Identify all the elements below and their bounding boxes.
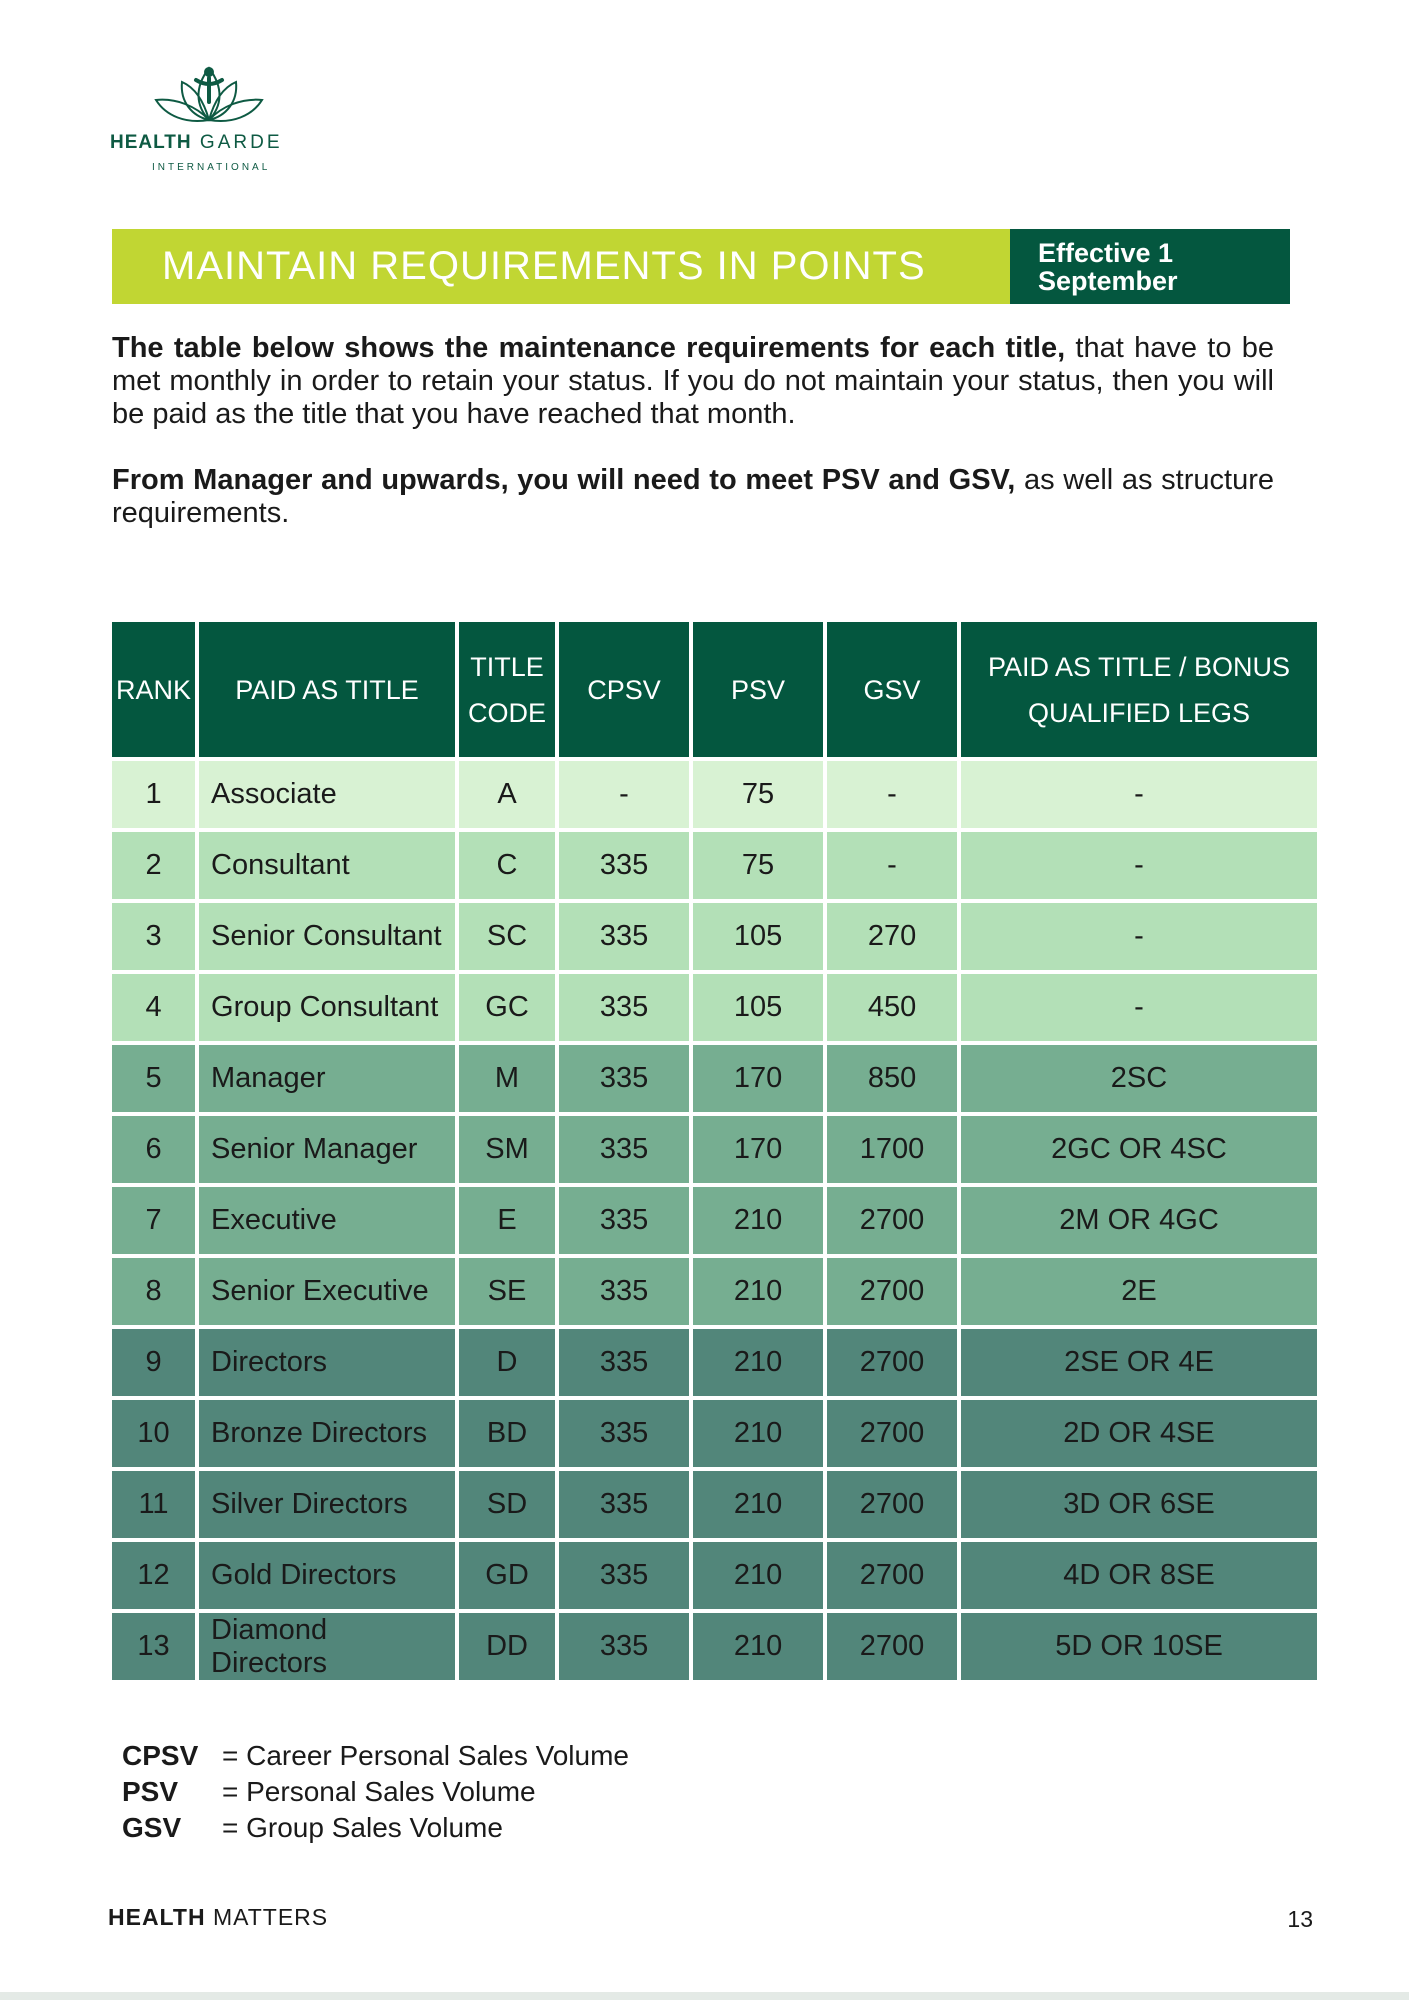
bottom-divider [0, 1992, 1409, 2000]
cell-legs: 2M OR 4GC [961, 1187, 1317, 1254]
brand-name: HEALTH GARDE [110, 132, 283, 153]
brand-subtitle: INTERNATIONAL [152, 162, 271, 173]
cell-legs: 2E [961, 1258, 1317, 1325]
header-gsv: GSV [827, 622, 957, 757]
effective-line-1: Effective 1 [1038, 237, 1174, 268]
cell-gsv: 2700 [827, 1542, 957, 1609]
table-row [112, 1116, 1317, 1183]
cell-rank: 12 [112, 1542, 195, 1609]
cell-cpsv: 335 [559, 832, 689, 899]
cell-cpsv: 335 [559, 1613, 689, 1680]
cell-code: E [459, 1187, 555, 1254]
cell-legs: 2D OR 4SE [961, 1400, 1317, 1467]
cell-code: SD [459, 1471, 555, 1538]
cell-code: M [459, 1045, 555, 1112]
cell-title: Directors [199, 1329, 455, 1396]
cell-psv: 75 [693, 832, 823, 899]
cell-gsv: 2700 [827, 1187, 957, 1254]
cell-code: SE [459, 1258, 555, 1325]
cell-gsv: 2700 [827, 1329, 957, 1396]
intro-text [112, 332, 1274, 530]
cell-code: BD [459, 1400, 555, 1467]
cell-cpsv: 335 [559, 1471, 689, 1538]
cell-rank: 8 [112, 1258, 195, 1325]
cell-legs: 4D OR 8SE [961, 1542, 1317, 1609]
cell-title: Diamond Directors [199, 1613, 455, 1680]
cell-gsv: 2700 [827, 1613, 957, 1680]
cell-title: Associate [199, 761, 455, 828]
cell-code: GC [459, 974, 555, 1041]
header-cpsv: CPSV [559, 622, 689, 757]
cell-code: C [459, 832, 555, 899]
cell-gsv: 2700 [827, 1471, 957, 1538]
cell-gsv: 450 [827, 974, 957, 1041]
cell-psv: 210 [693, 1329, 823, 1396]
cell-rank: 11 [112, 1471, 195, 1538]
footer-tagline: HEALTH MATTERS [108, 1904, 329, 1930]
cell-cpsv: 335 [559, 1045, 689, 1112]
cell-cpsv: - [559, 761, 689, 828]
cell-rank: 1 [112, 761, 195, 828]
intro-paragraph-2: From Manager and upwards, you will need to meet PSV and GSV, as well as structure requirements. [112, 464, 1274, 529]
cell-cpsv: 335 [559, 1329, 689, 1396]
cell-psv: 210 [693, 1471, 823, 1538]
cell-gsv: 1700 [827, 1116, 957, 1183]
cell-rank: 5 [112, 1045, 195, 1112]
table-row [112, 1613, 1317, 1680]
cell-psv: 210 [693, 1542, 823, 1609]
table-row [112, 1045, 1317, 1112]
requirements-table [108, 618, 1321, 1684]
page-banner [112, 229, 1290, 304]
legend-item: PSV = Personal Sales Volume [122, 1776, 536, 1807]
table-row [112, 903, 1317, 970]
legend-item: CPSV = Career Personal Sales Volume [122, 1740, 629, 1771]
cell-psv: 170 [693, 1045, 823, 1112]
cell-rank: 6 [112, 1116, 195, 1183]
cell-legs: - [961, 903, 1317, 970]
cell-cpsv: 335 [559, 1258, 689, 1325]
cell-title: Gold Directors [199, 1542, 455, 1609]
table-row [112, 761, 1317, 828]
page-number: 13 [1287, 1906, 1313, 1932]
cell-title: Consultant [199, 832, 455, 899]
header-rank: RANK [112, 622, 195, 757]
cell-gsv: - [827, 832, 957, 899]
cell-psv: 105 [693, 903, 823, 970]
cell-code: GD [459, 1542, 555, 1609]
table-row [112, 832, 1317, 899]
cell-cpsv: 335 [559, 1116, 689, 1183]
cell-legs: - [961, 974, 1317, 1041]
header-paid-as-title: PAID AS TITLE [199, 622, 455, 757]
page-title: MAINTAIN REQUIREMENTS IN POINTS [112, 229, 1010, 304]
table-row [112, 1400, 1317, 1467]
cell-title: Manager [199, 1045, 455, 1112]
cell-psv: 105 [693, 974, 823, 1041]
table-header-row [112, 622, 1317, 757]
cell-rank: 7 [112, 1187, 195, 1254]
cell-psv: 210 [693, 1613, 823, 1680]
cell-code: SM [459, 1116, 555, 1183]
cell-code: SC [459, 903, 555, 970]
cell-rank: 4 [112, 974, 195, 1041]
cell-psv: 170 [693, 1116, 823, 1183]
cell-rank: 3 [112, 903, 195, 970]
cell-legs: 5D OR 10SE [961, 1613, 1317, 1680]
cell-gsv: 850 [827, 1045, 957, 1112]
table-row [112, 1329, 1317, 1396]
cell-rank: 10 [112, 1400, 195, 1467]
cell-rank: 2 [112, 832, 195, 899]
cell-gsv: 2700 [827, 1400, 957, 1467]
cell-title: Group Consultant [199, 974, 455, 1041]
cell-gsv: 2700 [827, 1258, 957, 1325]
header-bonus-legs: PAID AS TITLE / BONUS QUALIFIED LEGS [961, 622, 1317, 757]
cell-cpsv: 335 [559, 1187, 689, 1254]
table-row [112, 1471, 1317, 1538]
table-row [112, 1542, 1317, 1609]
cell-psv: 210 [693, 1187, 823, 1254]
cell-psv: 210 [693, 1258, 823, 1325]
cell-cpsv: 335 [559, 1542, 689, 1609]
cell-title: Senior Consultant [199, 903, 455, 970]
intro-paragraph-1: The table below shows the maintenance requirements for each title, that have to be met monthly in order to retain your status. If you do not maintain your status, then you will be paid as the title that you have reached that month. [112, 332, 1274, 430]
cell-gsv: - [827, 761, 957, 828]
header-psv: PSV [693, 622, 823, 757]
cell-cpsv: 335 [559, 1400, 689, 1467]
cell-title: Executive [199, 1187, 455, 1254]
cell-title: Silver Directors [199, 1471, 455, 1538]
cell-psv: 210 [693, 1400, 823, 1467]
effective-date-badge [1010, 229, 1290, 304]
cell-gsv: 270 [827, 903, 957, 970]
table-row [112, 974, 1317, 1041]
cell-code: A [459, 761, 555, 828]
header-title-code: TITLE CODE [459, 622, 555, 757]
table-row [112, 1258, 1317, 1325]
cell-psv: 75 [693, 761, 823, 828]
table-row [112, 1187, 1317, 1254]
cell-legs: - [961, 832, 1317, 899]
abbreviation-legend [122, 1738, 629, 1846]
legend-item: GSV = Group Sales Volume [122, 1812, 503, 1843]
cell-legs: 2SE OR 4E [961, 1329, 1317, 1396]
cell-legs: - [961, 761, 1317, 828]
cell-title: Senior Executive [199, 1258, 455, 1325]
cell-title: Senior Manager [199, 1116, 455, 1183]
cell-legs: 2SC [961, 1045, 1317, 1112]
cell-title: Bronze Directors [199, 1400, 455, 1467]
cell-cpsv: 335 [559, 974, 689, 1041]
lotus-figure-icon [144, 58, 274, 128]
brand-logo [110, 58, 310, 183]
cell-legs: 2GC OR 4SC [961, 1116, 1317, 1183]
cell-code: D [459, 1329, 555, 1396]
cell-cpsv: 335 [559, 903, 689, 970]
effective-line-2: September [1038, 265, 1178, 296]
cell-rank: 13 [112, 1613, 195, 1680]
cell-legs: 3D OR 6SE [961, 1471, 1317, 1538]
cell-code: DD [459, 1613, 555, 1680]
cell-rank: 9 [112, 1329, 195, 1396]
